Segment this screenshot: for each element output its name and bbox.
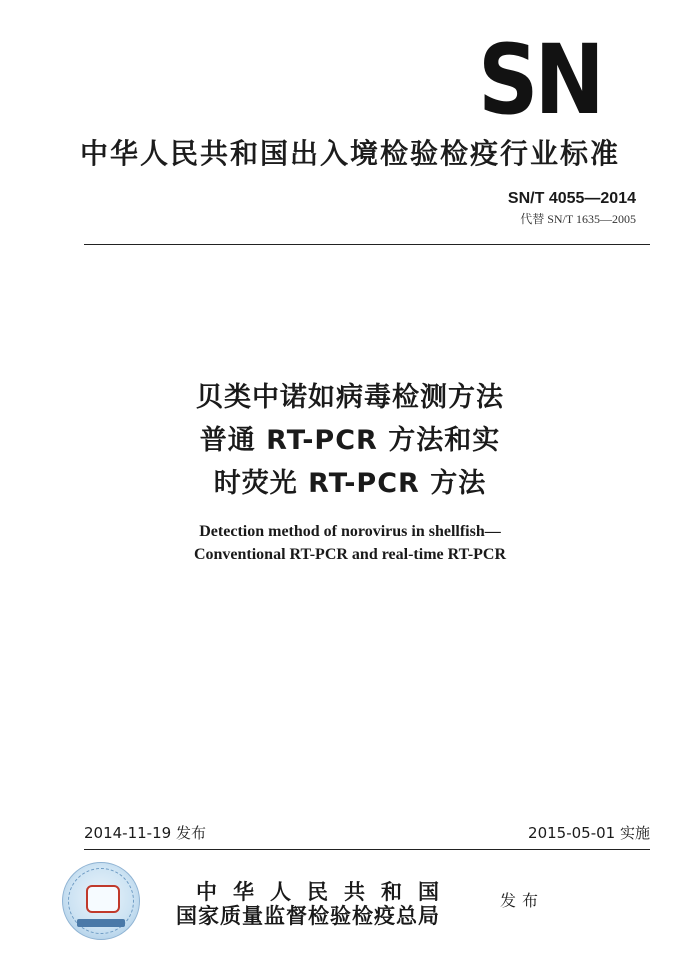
- title-zh-line-2: 普通 RT-PCR 方法和实: [199, 425, 501, 456]
- issuer-name-line-2: 国家质量监督检验检疫总局: [176, 904, 440, 928]
- title-en-line-1: Detection method of norovirus in shellfish—: [199, 523, 501, 540]
- replaces-standard: 代替 SN/T 1635—2005: [520, 212, 636, 226]
- seal-emblem: [86, 885, 120, 913]
- header-title: 中华人民共和国出入境检验检疫行业标准: [79, 137, 620, 170]
- implementation-date: 2015-05-01 实施: [528, 824, 650, 842]
- sn-logo: SN: [478, 23, 601, 136]
- title-zh-line-1: 贝类中诺如病毒检测方法: [196, 382, 504, 413]
- title-zh-line-3: 时荧光 RT-PCR 方法: [213, 468, 487, 499]
- seal-band: [77, 919, 125, 927]
- issuer-action: 发布: [500, 891, 545, 910]
- title-en-line-2: Conventional RT-PCR and real-time RT-PCR: [193, 546, 507, 563]
- issue-date: 2014-11-19 发布: [84, 824, 206, 842]
- anti-counterfeit-seal-icon: [62, 862, 140, 940]
- standard-code: SN/T 4055—2014: [507, 190, 636, 207]
- footer-divider: [84, 849, 650, 850]
- header-divider: [84, 244, 650, 245]
- issuer-name-line-1: 中华人民共和国: [196, 880, 455, 904]
